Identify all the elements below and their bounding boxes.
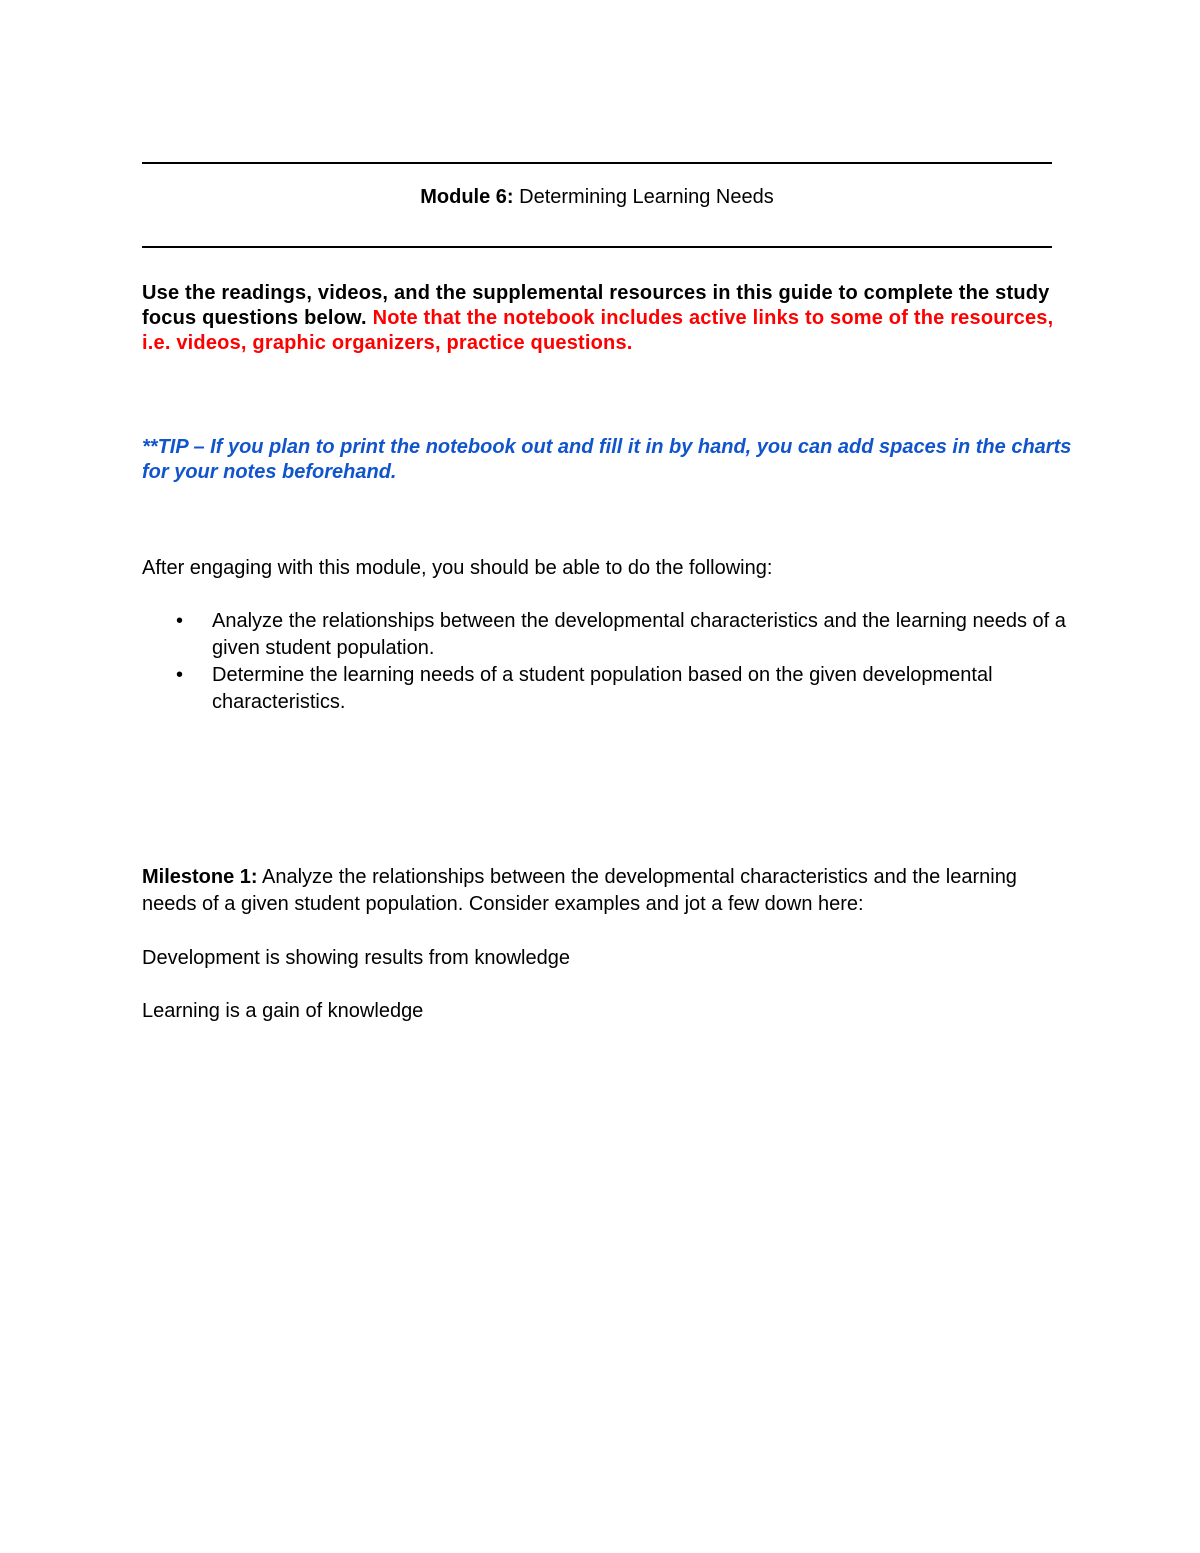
module-heading — [142, 184, 1052, 210]
top-divider-line — [142, 162, 1052, 164]
bullet-icon: • — [176, 610, 184, 632]
note-learning: Learning is a gain of knowledge — [142, 1000, 424, 1022]
bullet-icon: • — [176, 664, 184, 686]
list-item — [142, 608, 1072, 662]
milestone-label: Milestone 1: — [142, 866, 258, 888]
objectives-intro: After engaging with this module, you should be able to do the following: — [142, 557, 773, 579]
instructions-links-note: Note that the notebook includes active links to some of the resources, i.e. videos, graphic organizers, practice questions. — [142, 307, 1054, 354]
milestone-text: Analyze the relationships between the developmental characteristics and the learning needs of a given student population. Consider examples and jot a few down here: — [142, 866, 1017, 915]
module-label: Module 6: — [420, 186, 514, 208]
objective-text: Analyze the relationships between the developmental characteristics and the learning needs of a given student population. — [212, 610, 1066, 659]
instructions-paragraph — [142, 281, 1072, 356]
bottom-divider-line — [142, 246, 1052, 248]
objective-text: Determine the learning needs of a student population based on the given developmental characteristics. — [212, 664, 993, 713]
tip-paragraph: **TIP – If you plan to print the notebook out and fill it in by hand, you can add spaces in the charts for your notes beforehand. — [142, 436, 1072, 483]
list-item — [142, 662, 1072, 716]
objectives-list — [142, 608, 1072, 716]
module-title-text: Determining Learning Needs — [513, 186, 774, 208]
note-development: Development is showing results from knowledge — [142, 947, 570, 969]
instructions-main: Use the readings, videos, and the supplemental resources in this guide to complete the study focus questions below. — [142, 282, 1050, 329]
milestone-paragraph — [142, 864, 1072, 918]
